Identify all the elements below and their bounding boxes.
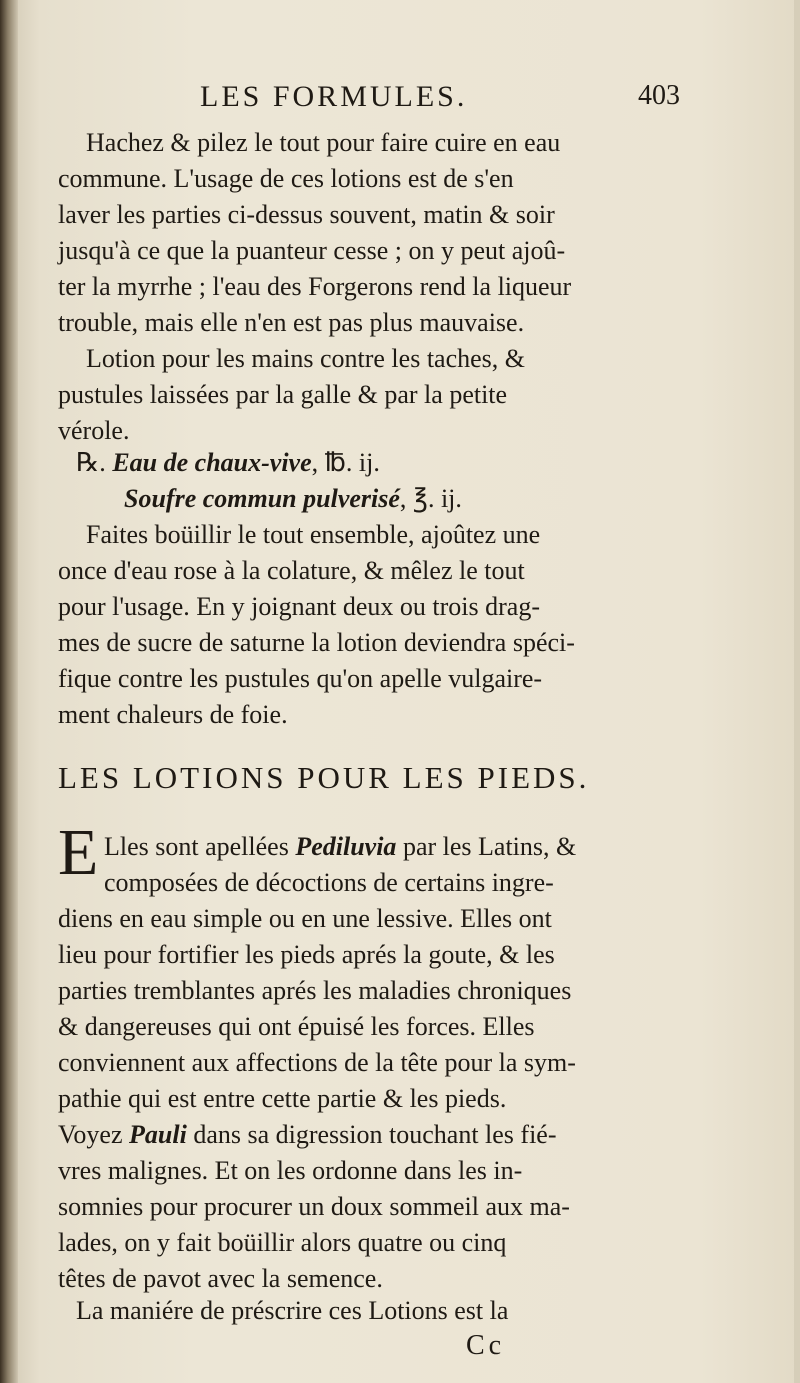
catchword: Cc (466, 1330, 506, 1361)
text-span: Voyez (58, 1120, 123, 1149)
text-line: ter la myrrhe ; l'eau des Forgerons rend la liqueur (58, 272, 572, 301)
text-line: têtes de pavot avec la semence. (58, 1264, 383, 1293)
author-name: Pauli (129, 1120, 187, 1149)
text-line: fique contre les pustules qu'on apelle vulgaire- (58, 664, 543, 693)
text-span: Lles sont apellées (104, 832, 289, 861)
text-line: composées de décoctions de certains ingre- (104, 868, 554, 897)
drop-cap: E (58, 816, 99, 889)
recipe-quantity: , ℥. ij. (399, 484, 462, 513)
text-line (104, 832, 576, 862)
text-line: laver les parties ci-dessus souvent, matin & soir (58, 200, 555, 229)
text-line: Lotion pour les mains contre les taches, & (86, 344, 526, 373)
book-spine (0, 0, 18, 1383)
text-line: vres malignes. Et on les ordonne dans les in- (58, 1156, 523, 1185)
text-span: dans sa digression touchant les fié- (193, 1120, 557, 1149)
text-line: & dangereuses qui ont épuisé les forces. Elles (58, 1012, 535, 1041)
text-line (58, 1120, 557, 1150)
text-line: vérole. (58, 416, 130, 445)
text-line: lades, on y fait boüillir alors quatre ou cinq (58, 1228, 507, 1257)
text-line: jusqu'à ce que la puanteur cesse ; on y peut ajoû- (58, 236, 566, 265)
recipe-ingredient: Soufre commun pulverisé (124, 484, 400, 513)
text-line: somnies pour procurer un doux sommeil aux ma- (58, 1192, 570, 1221)
page-header (200, 80, 680, 120)
text-line: Faites boüillir le tout ensemble, ajoûtez une (86, 520, 541, 549)
text-line: trouble, mais elle n'en est pas plus mauvaise. (58, 308, 525, 337)
recipe-quantity: , ℔. ij. (311, 448, 380, 477)
text-line: mes de sucre de saturne la lotion deviendra spéci- (58, 628, 575, 657)
page-number: 403 (638, 80, 680, 111)
section-title: LES LOTIONS POUR LES PIEDS. (58, 760, 590, 795)
recipe-symbol: ℞. (76, 448, 106, 477)
text-line: lieu pour fortifier les pieds aprés la goute, & les (58, 940, 555, 969)
text-line: conviennent aux affections de la tête pour la sym- (58, 1048, 576, 1077)
page-edge (794, 0, 800, 1383)
text-line: pathie qui est entre cette partie & les pieds. (58, 1084, 507, 1113)
text-line: La maniére de préscrire ces Lotions est la (76, 1296, 509, 1325)
text-span: par les Latins, & (402, 832, 577, 861)
recipe-ingredient: Eau de chaux-vive (112, 448, 312, 477)
text-line: diens en eau simple ou en une lessive. Elles ont (58, 904, 552, 933)
text-line: once d'eau rose à la colature, & mêlez le tout (58, 556, 525, 585)
text-line: commune. L'usage de ces lotions est de s'en (58, 164, 514, 193)
recipe-line (76, 448, 380, 478)
running-head: LES FORMULES. (200, 80, 468, 113)
text-line: parties tremblantes aprés les maladies chroniques (58, 976, 572, 1005)
latin-term: Pediluvia (295, 832, 397, 861)
text-line: Hachez & pilez le tout pour faire cuire en eau (86, 128, 561, 157)
text-line: pour l'usage. En y joignant deux ou trois drag- (58, 592, 540, 621)
recipe-line (124, 484, 462, 514)
text-line: pustules laissées par la galle & par la petite (58, 380, 508, 409)
text-line: ment chaleurs de foie. (58, 700, 288, 729)
